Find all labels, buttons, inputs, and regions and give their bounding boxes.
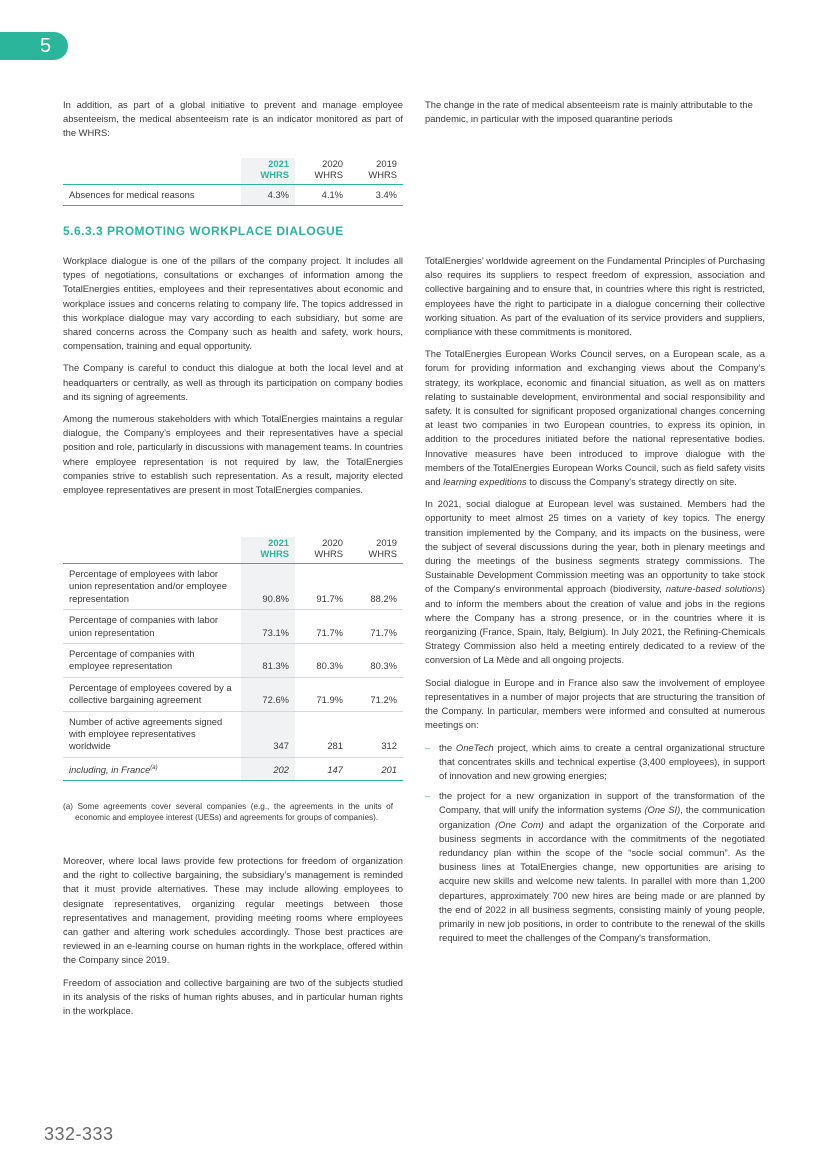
column-header-2021: 2021 WHRS [241,158,295,185]
column-header-2020: 2020 WHRS [314,158,343,180]
absenteeism-note: The change in the rate of medical absenteeism rate is mainly attributable to the pandemic, in particular with the imposed quarantine periods [425,99,753,125]
value-2019: 80.3% [349,644,403,678]
row-label: Percentage of companies with labor union representation [63,610,241,644]
value-2019: 71.7% [349,610,403,644]
paragraph: Moreover, where local laws provide few protections for freedom of organization and the right to collective bargaining, the subsidiary’s management is reminded that it must provide alternatives. These may include allowing employees to designate representatives, organizing regular meetings between those representatives and management, providing meeting rooms where employees can gather and altering work schedules accordingly. Those best practices are reviewed in an e-learning course on human rights in the workplace, offered within the Company since 2019. [63,855,403,966]
paragraph: Social dialogue in Europe and in France also saw the involvement of employee representatives in a number of major projects that are structuring the transition of the Company. In particular, members were informed and consulted at numerous meetings on: [425,676,765,731]
row-label: Percentage of employees covered by a collective bargaining agreement [63,677,241,711]
value-2020: 71.9% [295,677,349,711]
paragraph: The Company is careful to conduct this dialogue at both the local level and at headquarters or centrally, as well as through its participation on company bodies and its signing of agreements. [63,362,403,402]
table-row-france [63,757,403,781]
footnote-mark: (a) [150,764,158,771]
value-2019: 88.2% [349,564,403,610]
chapter-tab [0,32,68,60]
table-row [63,644,403,678]
column-header-2021: 2021 WHRS [241,537,295,564]
value-2021: 81.3% [241,644,295,678]
page-number: 332-333 [44,1124,114,1144]
paragraph: The TotalEnergies European Works Council serves, on a European scale, as a forum for providing information and exchanging views about the Company’s strategy, its workplace, economic and financial situation, as well as on matters relating to sustainable development, environmental and social responsibility and safety. It is consulted for significant proposed organizational changes concerning at least two companies in two European countries, to express its opinion, in addition to the procedures initiated before the national representative bodies. Innovative measures have been introduced to improve dialogue with the members of the TotalEnergies European Works Council, such as field safety visits and learning expeditions to discuss the Company's strategy directly on site. [425,348,765,488]
table-row [63,711,403,757]
workplace-dialogue-table [63,537,403,781]
row-label: Percentage of companies with employee representation [63,644,241,678]
left-bottom-block [63,854,403,1026]
table-row [63,185,403,206]
absenteeism-note-block [425,98,765,134]
table-row [63,564,403,610]
value-2021: 202 [241,757,295,781]
row-label: Number of active agreements signed with employee representatives worldwide [63,711,241,757]
projects-list [425,741,765,946]
value-2019: 201 [349,757,403,781]
column-header-2019: 2019 WHRS [368,158,397,180]
absenteeism-table [63,158,403,206]
value-2019: 71.2% [349,677,403,711]
value-2021: 4.3% [241,185,295,206]
value-2020: 80.3% [295,644,349,678]
left-body-block [63,254,403,505]
paragraph: Workplace dialogue is one of the pillars of the company project. It includes all types of negotiations, consultations or exchanges of information among the TotalEnergies entities, employees and their representatives about economic and workplace issues and concerns relating to company life. The topics addressed in this workplace dialogue may vary according to each subsidiary, but some are shared concerns across the Company such as health and safety, work hours, compensation, training and equal opportunity. [63,255,403,352]
table-row [63,677,403,711]
footnote-text: (a) Some agreements cover several companies (e.g., the agreements in the units of economic and employee interest (UESs) and agreements for groups of companies). [63,802,393,822]
column-header-2020: 2020 WHRS [314,537,343,559]
value-2019: 312 [349,711,403,757]
paragraph: Freedom of association and collective bargaining are two of the subjects studied in its analysis of the risks of human rights abuses, and in particular human rights in the workplace. [63,976,403,1017]
value-2019: 3.4% [349,185,403,206]
table-footnote [63,801,393,823]
value-2020: 281 [295,711,349,757]
value-2020: 4.1% [295,185,349,206]
value-2021: 347 [241,711,295,757]
list-item: – the project for a new organization in support of the transformation of the Company, that will unify the information systems (One SI), the communication organization (One Com) and adapt the organization of the Corporate and business segments in accordance with the commitments of the negotiated redundancy plan within the scope of the “socle social commun”. As the business lines at TotalEnergies change, new opportunities are arising to acquire new skills and welcome new talents. In parallel with more than 1,200 departures, approximately 700 new hires are being made or are planned by the end of 2022 in all business segments, consisting mainly of young people, primarily in new job positions, in order to contribute to the renewal of the skills required to meet the challenges of the Company's transformation. [425,790,765,944]
row-label: Absences for medical reasons [63,185,241,206]
bullet-dash: – [425,790,431,802]
table-header-row [63,537,403,564]
value-2020: 91.7% [295,564,349,610]
value-2021: 73.1% [241,610,295,644]
row-label: including, in France$^{(a)}$ [63,757,241,781]
list-item: – the OneTech project, which aims to create a central organizational structure that concentrates skills and technical expertise (3,400 employees), in support of innovation and new growing energies; [425,741,765,781]
value-2021: 90.8% [241,564,295,610]
value-2020: 71.7% [295,610,349,644]
value-2021: 72.6% [241,677,295,711]
table-row [63,610,403,644]
intro-paragraph: In addition, as part of a global initiative to prevent and manage employee absenteeism, the medical absenteeism rate is an indicator monitored as part of the WHRS: [63,99,403,139]
value-2020: 147 [295,757,349,781]
paragraph: TotalEnergies’ worldwide agreement on the Fundamental Principles of Purchasing also requires its suppliers to respect freedom of expression, association and collective bargaining and to ensure that, in countries where this right is restricted, employees have the right to participate in a dialogue concerning their collective working situation. As part of the evaluation of its service providers and suppliers, compliance with these commitments is monitored. [425,255,765,338]
paragraph: Among the numerous stakeholders with which TotalEnergies maintains a regular dialogue, the Company’s employees and their representatives have a special position and role, particularly in discussions with management teams. In countries where employee representation is not required by law, the TotalEnergies companies strive to establish such representation. As a result, majority elected employee representatives are present in most TotalEnergies companies. [63,413,403,496]
paragraph: In 2021, social dialogue at European level was sustained. Members had the opportunity to meet almost 25 times on a variety of key topics. The energy transition implemented by the Company, and its impacts on the business, were the subject of several discussions during the year, both in plenary meetings and during the meetings of the business segments strategy commissions. The Sustainable Development Commission meeting was an opportunity to take stock of the Company's environmental approach (biodiversity, nature-based solutions) and to inform the members about the creation of value and jobs in the regions where the Company has a strong presence, or in the countries where it is reorganizing (France, Spain, Italy, Belgium). In July 2021, the Refining-Chemicals Strategy Commission also held a meeting entirely dedicated to a review of the conversion of La Mède and all ongoing projects. [425,498,766,666]
right-body-block [425,254,765,951]
chapter-number: 5 [40,35,52,57]
intro-text-block [63,98,403,149]
bullet-dash: – [425,741,431,753]
row-label: Percentage of employees with labor union representation and/or employee representation [63,564,241,610]
column-header-2019: 2019 WHRS [368,537,397,559]
section-title: 5.6.3.3 PROMOTING WORKPLACE DIALOGUE [63,224,344,238]
table-header-row [63,158,403,185]
